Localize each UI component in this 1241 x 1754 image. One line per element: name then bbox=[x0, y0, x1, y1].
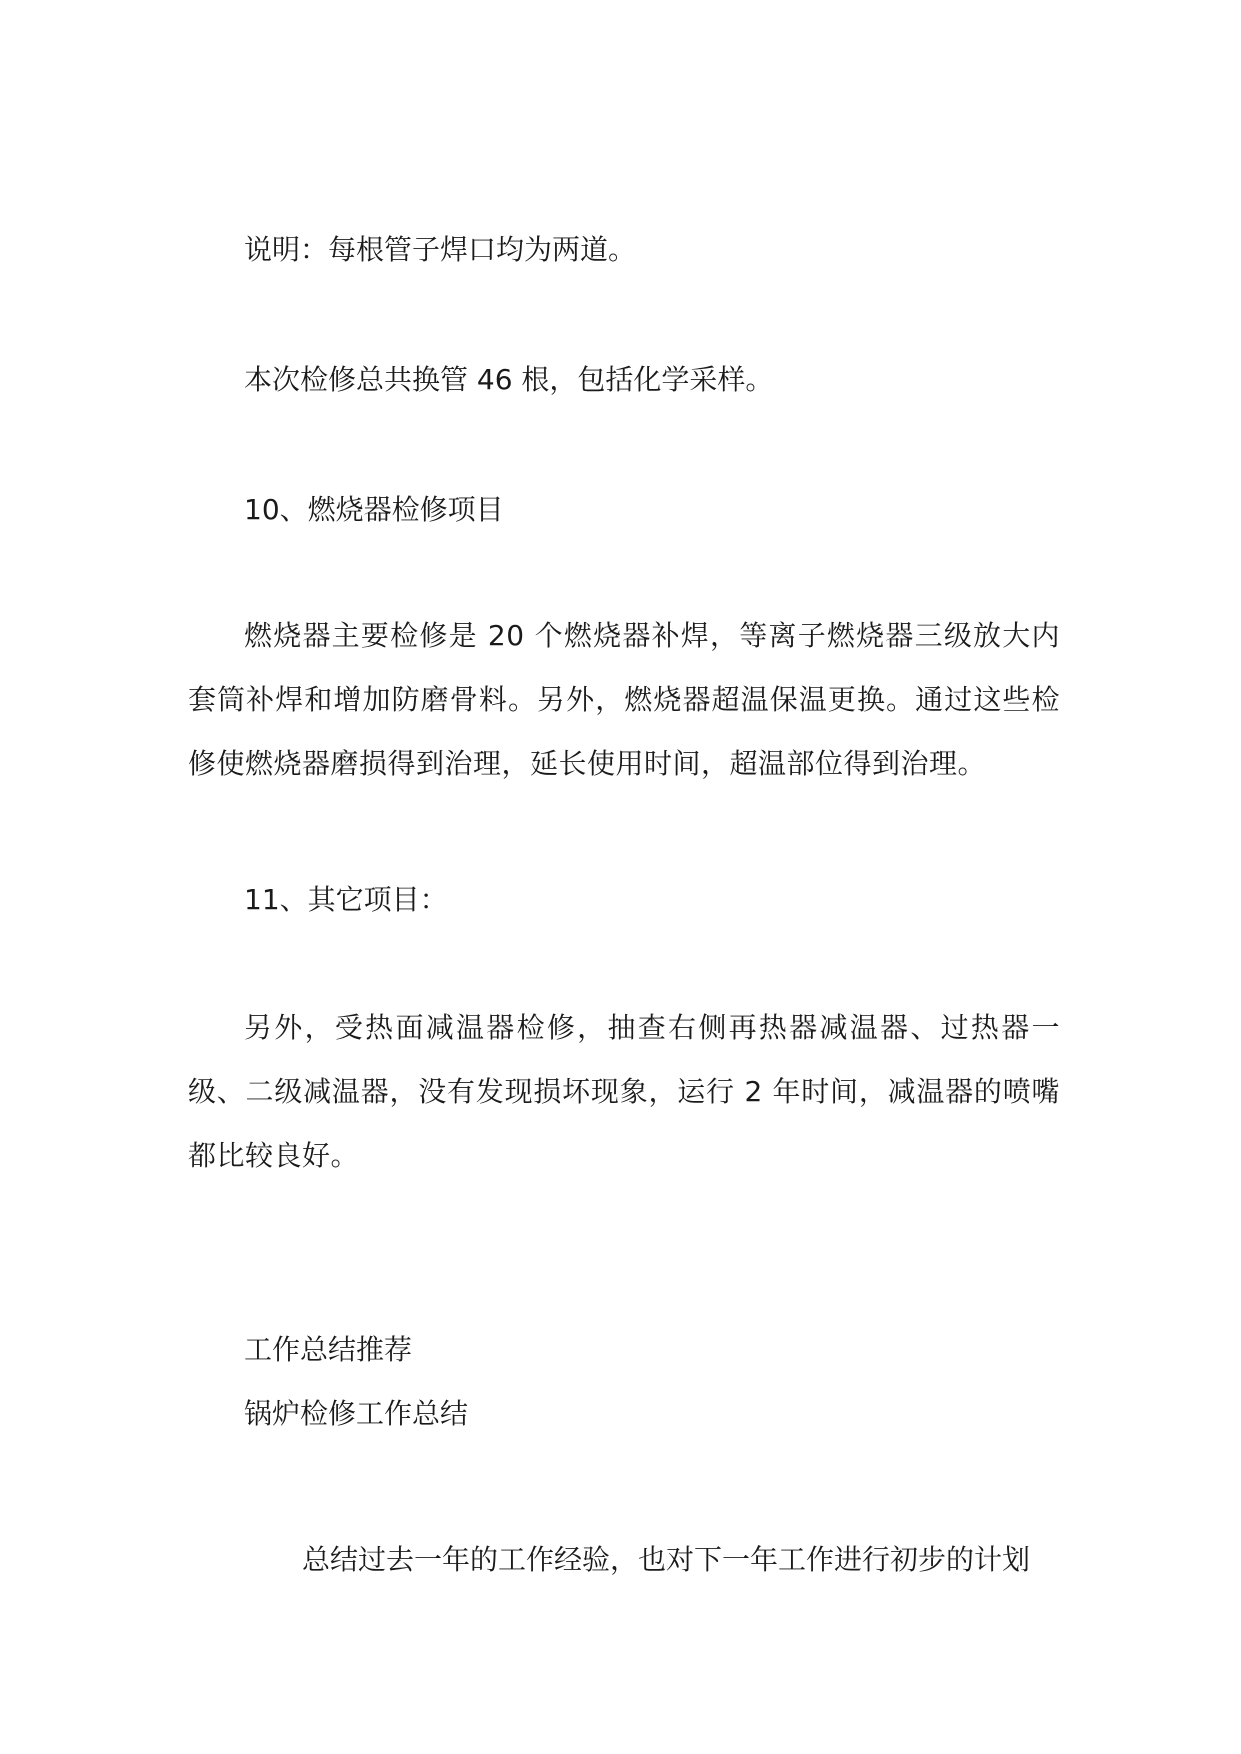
section-10-heading: 10、燃烧器检修项目 bbox=[244, 493, 504, 526]
note-paragraph: 说明：每根管子焊口均为两道。 bbox=[244, 233, 637, 266]
section-11-body: 另外，受热面减温器检修，抽查右侧再热器减温器、过热器一级、二级减温器，没有发现损坏现象，运行 2 年时间，减温器的喷嘴都比较良好。 bbox=[188, 1011, 1060, 1172]
section-11-heading: 11、其它项目： bbox=[244, 883, 448, 916]
replace-summary-paragraph: 本次检修总共换管 46 根，包括化学采样。 bbox=[244, 363, 774, 396]
summary-paragraph: 总结过去一年的工作经验，也对下一年工作进行初步的计划 bbox=[302, 1543, 1031, 1576]
recommend-label: 工作总结推荐 bbox=[244, 1333, 413, 1366]
recommend-title: 锅炉检修工作总结 bbox=[244, 1397, 469, 1430]
section-10-body: 燃烧器主要检修是 20 个燃烧器补焊，等离子燃烧器三级放大内套筒补焊和增加防磨骨料。另外，燃烧器超温保温更换。通过这些检修使燃烧器磨损得到治理，延长使用时间，超温部位得到治理。 bbox=[188, 619, 1060, 780]
